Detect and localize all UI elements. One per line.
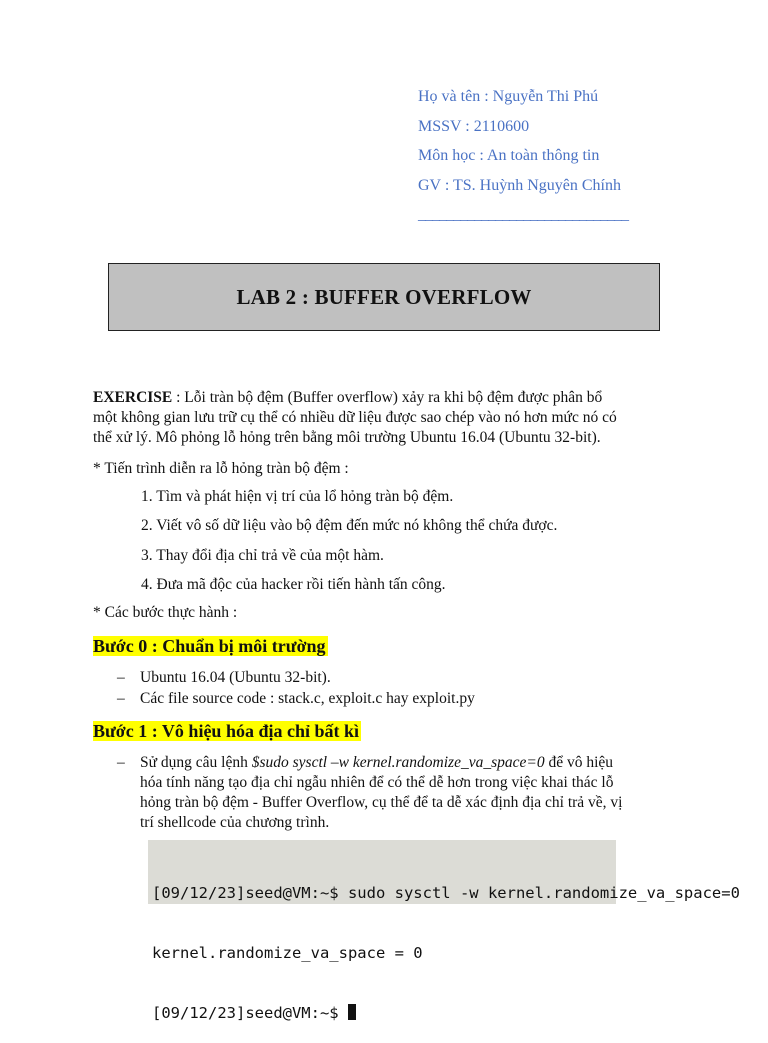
step1-bullet — [140, 753, 670, 833]
step1-bullet-line-4: trí shellcode của chương trình. — [140, 814, 330, 831]
step0-bullet-1: Ubuntu 16.04 (Ubuntu 32-bit). — [140, 669, 331, 686]
step1-bullet-line-3: hỏng tràn bộ đệm - Buffer Overflow, cụ thể để ta dễ xác định địa chỉ trả về, vị — [140, 794, 623, 811]
process-step-3: 3. Thay đổi địa chỉ trả về của một hàm. — [141, 547, 384, 564]
student-name: Họ và tên : Nguyễn Thi Phú — [418, 88, 599, 105]
practice-intro: * Các bước thực hành : — [93, 604, 238, 621]
exercise-line-2: một không gian lưu trữ cụ thể có nhiều dữ liệu được sao chép vào nó hơn mức nó có — [93, 409, 617, 426]
step1-bullet-prefix: Sử dụng câu lệnh — [140, 754, 252, 771]
process-step-4: 4. Đưa mã độc của hacker rồi tiến hành tấn công. — [141, 576, 446, 593]
student-id: MSSV : 2110600 — [418, 117, 530, 135]
exercise-line-1: : Lỗi tràn bộ đệm (Buffer overflow) xảy ra khi bộ đệm được phân bổ — [172, 389, 603, 406]
terminal-line-1: [09/12/23]seed@VM:~$ sudo sysctl -w kernel.randomize_va_space=0 — [152, 884, 740, 902]
bullet-marker: – — [117, 754, 125, 771]
student-info — [418, 86, 628, 226]
course-name: Môn học : An toàn thông tin — [418, 147, 600, 164]
exercise-line-3: thể xử lý. Mô phỏng lỗ hỏng trên bằng môi trường Ubuntu 16.04 (Ubuntu 32-bit). — [93, 429, 601, 446]
bullet-marker: – — [117, 669, 125, 686]
terminal-screenshot — [148, 840, 740, 1022]
process-step-1: 1. Tìm và phát hiện vị trí của lổ hỏng tràn bộ đệm. — [141, 488, 454, 505]
step1-heading-text: Bước 1 : Vô hiệu hóa địa chỉ bất kì — [93, 721, 359, 741]
exercise-label: EXERCISE — [93, 389, 173, 406]
step0-heading — [93, 635, 328, 657]
terminal-cursor — [348, 1004, 356, 1020]
teacher-name: GV : TS. Huỳnh Nguyên Chính — [418, 176, 621, 194]
process-step-2: 2. Viết vô số dữ liệu vào bộ đệm đến mức nó không thể chứa được. — [141, 517, 558, 534]
step1-bullet-line-2: hóa tính năng tạo địa chỉ ngẫu nhiên để có thể dễ hơn trong việc khai thác lỗ — [140, 774, 614, 791]
page-title: LAB 2 : BUFFER OVERFLOW — [236, 284, 532, 309]
header-rule: ______________________________ — [418, 206, 628, 223]
step1-bullet-suffix: để vô hiệu — [544, 754, 614, 771]
step0-bullet-2: Các file source code : stack.c, exploit.c hay exploit.py — [140, 690, 475, 707]
process-intro: * Tiến trình diễn ra lỗ hỏng tràn bộ đệm : — [93, 460, 349, 477]
terminal-line-2: kernel.randomize_va_space = 0 — [152, 944, 423, 962]
terminal-line-3: [09/12/23]seed@VM:~$ — [152, 1004, 348, 1022]
step1-command: $sudo sysctl –w kernel.randomize_va_space=0 — [251, 754, 545, 771]
step0-heading-text: Bước 0 : Chuẩn bị môi trường — [93, 636, 326, 656]
title-box — [108, 263, 660, 331]
step1-heading — [93, 720, 361, 742]
bullet-marker: – — [117, 690, 125, 707]
exercise-paragraph — [93, 388, 673, 448]
